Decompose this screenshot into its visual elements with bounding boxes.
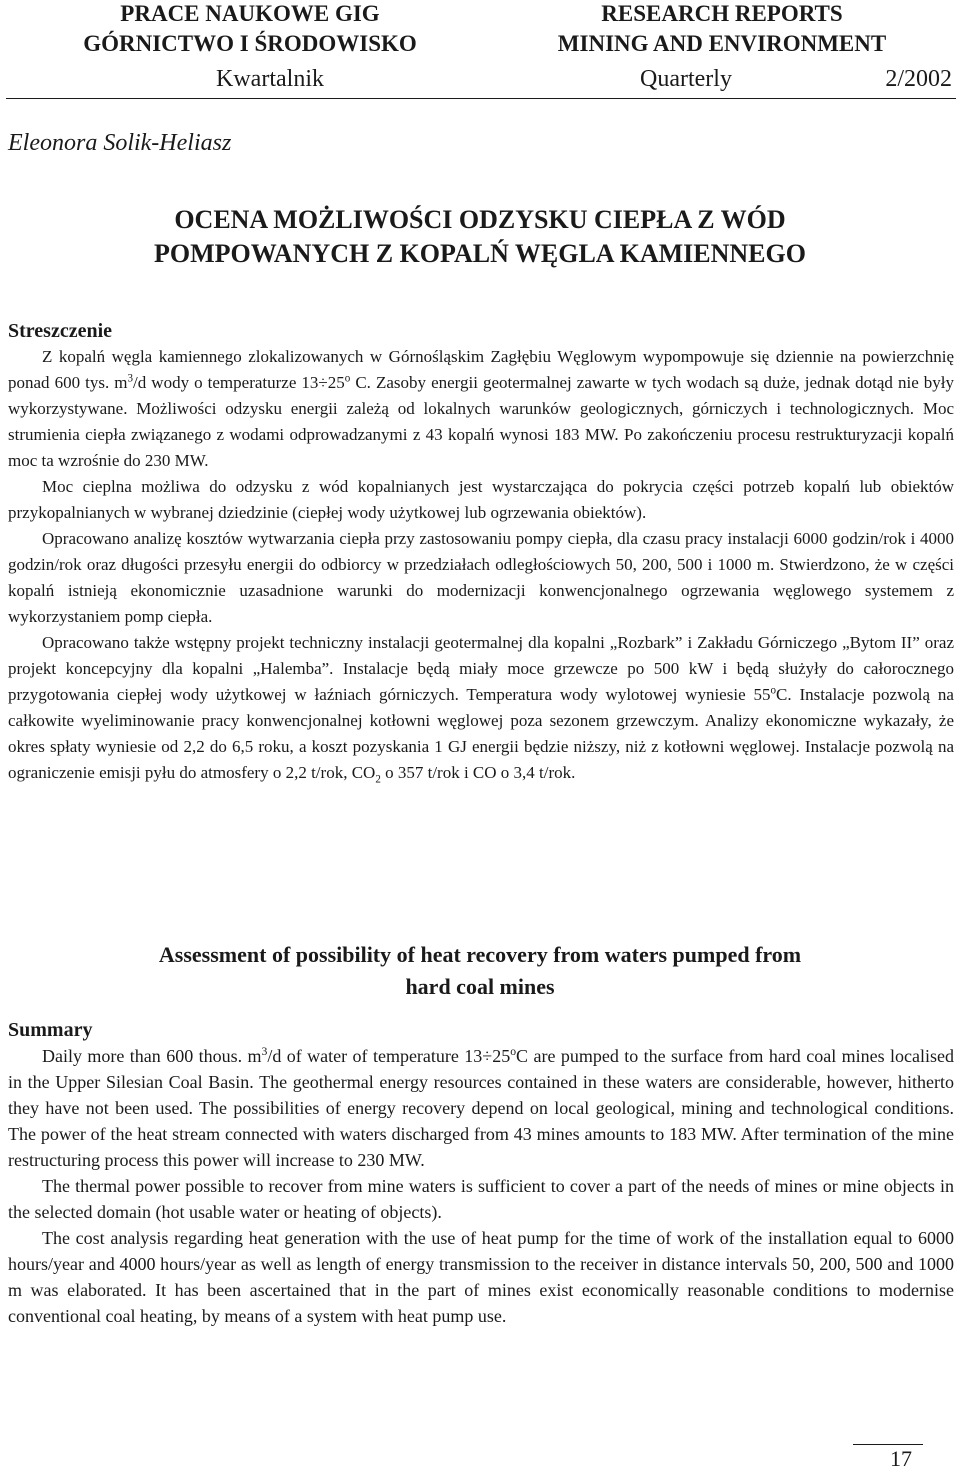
abstract-pl-paragraph-1: Z kopalń węgla kamiennego zlokalizowanych w Górnośląskim Zagłębiu Węglowym wypompowuje się dziennie na powierzchnię ponad 600 tys. $m^3/d$ wody o temperaturze $13\div 25^o$ C. Zasoby energii geotermalnej zawarte w tych wodach są duże, jednak dotąd nie były wykorzystywane. Możliwości odzysku energii zależą od lokalnych warunków geologicznych, górniczych i technologicznych. Moc strumienia ciepła związanego z wodami odprowadzanymi z 43 kopalń wynosi 183 MW. Po zakończeniu procesu restrukturyzacji kopalń moc ta wzrośnie do 230 MW. xyxy=(8,347,955,470)
abstract-en-heading: Summary xyxy=(8,1019,93,1041)
title-pl-line2: POMPOWANYCH Z KOPALŃ WĘGLA KAMIENNEGO xyxy=(154,239,806,268)
page-number: 17 xyxy=(890,1446,912,1471)
journal-series-pl: GÓRNICTWO I ŚRODOWISKO xyxy=(83,31,417,56)
header-divider xyxy=(6,98,956,99)
paper-title-pl xyxy=(0,203,960,271)
abstract-pl-heading: Streszczenie xyxy=(8,320,113,342)
abstract-en-paragraph-2: The thermal power possible to recover from mine waters is sufficient to cover a part of the needs of mines or mine objects in the selected domain (hot usable water or heating of objects). xyxy=(8,1176,954,1222)
title-pl-line1: OCENA MOŻLIWOŚCI ODZYSKU CIEPŁA Z WÓD xyxy=(174,205,786,234)
title-en-line2: hard coal mines xyxy=(405,974,555,999)
abstract-pl xyxy=(8,318,954,786)
title-en-line1: Assessment of possibility of heat recovery from waters pumped from xyxy=(158,942,802,967)
issue-number: 2/2002 xyxy=(885,66,952,92)
abstract-pl-paragraph-4: Opracowano także wstępny projekt techniczny instalacji geotermalnej dla kopalni „Rozbark” i Zakładu Górniczego „Bytom II” oraz projekt koncepcyjny dla kopalni „Halemba”. Instalacje będą miały moce grzewcze po 500 kW i będą służyły do całorocznego przygotowania ciepłej wody użytkowej w łaźniach górniczych. Temperatura wody wylotowej wyniesie 55$^o$C. Instalacje pozwolą na całkowite wyeliminowanie pracy konwencjonalnej kotłowni węglowej poza sezonem grzewczym. Analizy ekonomiczne wykazały, że okres spłaty wyniesie od 2,2 do 6,5 roku, a koszt pozyskania 1 GJ energii będzie niższy, niż z kotłowni węglowej. Instalacje pozwolą na ograniczenie emisji pyłu do atmosfery o 2,2 t/rok, $CO_2$ o 357 t/rok i CO o 3,4 t/rok. xyxy=(8,633,954,786)
abstract-pl-paragraph-3: Opracowano analizę kosztów wytwarzania ciepła przy zastosowaniu pompy ciepła, dla czasu pracy instalacji 6000 godzin/rok i 4000 godzin/rok oraz długości przesyłu energii do odbiorcy w przedziałach odległościowych 50, 200, 500 i 1000 m. Stwierdzono, że w części kopalń istnieją ekonomicznie uzasadnione warunki do modernizacji konwencjonalnego ogrzewania węglowego systemem z wykorzystaniem pomp ciepła. xyxy=(8,529,954,626)
paper-title-en xyxy=(0,939,960,1003)
abstract-pl-paragraph-2: Moc cieplna możliwa do odzysku z wód kopalnianych jest wystarczająca do pokrycia części potrzeb kopalń lub obiektów przykopalnianych w wybranej dziedzinie (ciepłej wody użytkowej lub ogrzewania obiektów). xyxy=(8,477,954,522)
journal-series-en: MINING AND ENVIRONMENT xyxy=(557,31,887,56)
frequency-pl: Kwartalnik xyxy=(216,66,324,92)
abstract-en-paragraph-1: Daily more than 600 thous. $m^3/d$ of water of temperature $13\div 25^oC$ are pumped to the surface from hard coal mines localised in the Upper Silesian Coal Basin. The geothermal energy resources contained in these waters are considerable, however, hitherto they have not been used. The possibilities of energy recovery depend on local geological, mining and technological conditions. The power of the heat stream connected with waters discharged from 43 mines amounts to 183 MW. After termination of the mine restructuring process this power will increase to 230 MW. xyxy=(8,1045,954,1170)
abstract-en xyxy=(8,1017,954,1329)
journal-name-en: RESEARCH REPORTS xyxy=(601,1,843,26)
abstract-en-paragraph-3: The cost analysis regarding heat generation with the use of heat pump for the time of work of the installation equal to 6000 hours/year and 4000 hours/year as well as length of energy transmission to the receiver in distance intervals 50, 200, 500 and 1000 m was elaborated. It has been ascertained that in the part of mines exist economically reasonable conditions to modernise conventional coal heating, by means of a system with heat pump use. xyxy=(8,1228,954,1326)
journal-name-pl: PRACE NAUKOWE GIG xyxy=(120,1,380,26)
author-name: Eleonora Solik-Heliasz xyxy=(8,130,232,156)
footer-divider xyxy=(853,1444,923,1445)
frequency-en: Quarterly xyxy=(640,66,732,92)
